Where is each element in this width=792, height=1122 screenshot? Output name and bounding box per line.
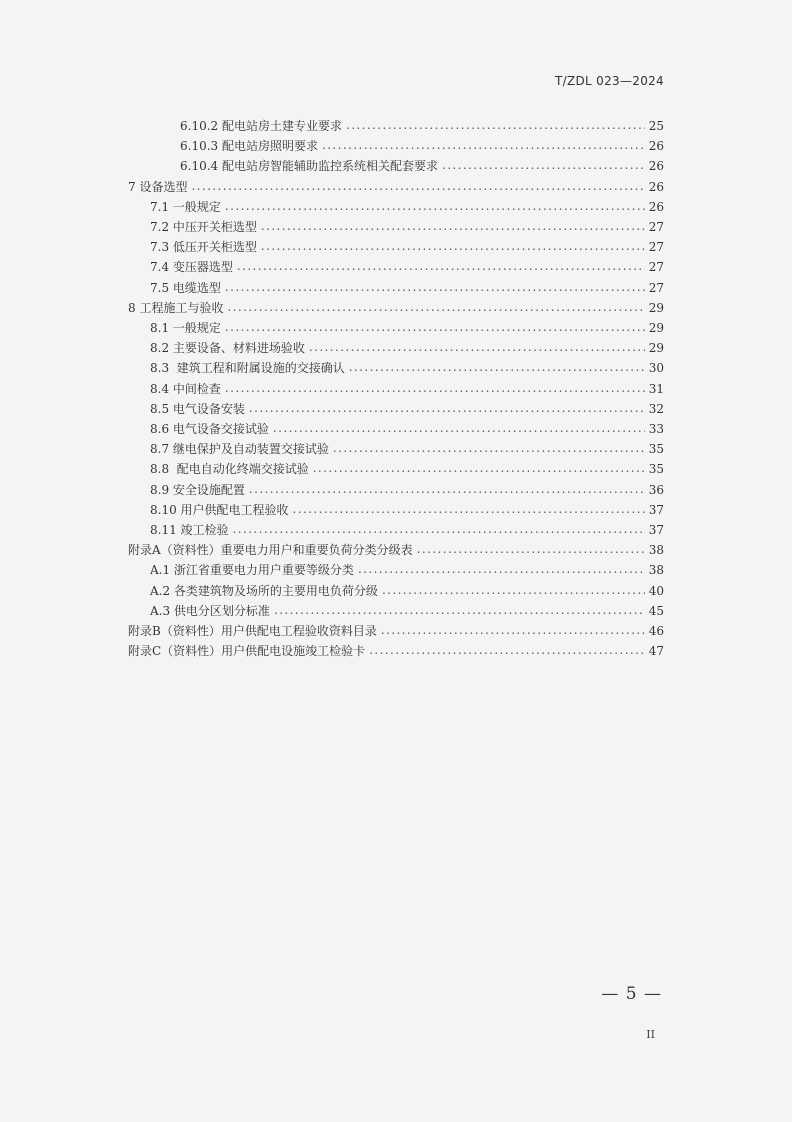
toc-entry[interactable] [150, 215, 664, 235]
toc-leader-dots [309, 339, 645, 355]
toc-entry[interactable] [128, 538, 664, 558]
toc-leader-dots [381, 622, 645, 638]
toc-leader-dots [382, 582, 645, 598]
toc-entry-label: 8.4 中间检查 [150, 381, 221, 396]
toc-leader-dots [233, 521, 645, 537]
toc-entry-page: 27 [648, 220, 664, 234]
toc-leader-dots [333, 440, 645, 456]
toc-entry[interactable] [150, 498, 664, 518]
toc-entry-label: 7.3 低压开关柜选型 [150, 240, 257, 255]
toc-entry[interactable] [180, 134, 664, 154]
toc-leader-dots [358, 561, 645, 577]
toc-leader-dots [225, 198, 645, 214]
toc-entry-label: 8.1 一般规定 [150, 321, 221, 335]
toc-entry-label: 6.10.2 配电站房土建专业要求 [180, 119, 342, 133]
toc-entry-label: 附录C（资料性）用户供配电设施竣工检验卡 [128, 644, 366, 659]
toc-entry-page: 27 [648, 260, 664, 275]
toc-entry-label: 8.7 继电保护及自动装置交接试验 [150, 442, 329, 457]
toc-entry-label: 8.9 安全设施配置 [150, 482, 245, 497]
toc-leader-dots [261, 218, 645, 234]
toc-entry[interactable] [150, 276, 664, 296]
toc-entry-label: 8.8 配电自动化终端交接试验 [150, 462, 309, 477]
toc-leader-dots [261, 238, 645, 254]
toc-entry[interactable] [128, 619, 664, 639]
toc-leader-dots [227, 299, 644, 315]
toc-entry-page: 26 [648, 139, 664, 154]
toc-entry[interactable] [128, 296, 664, 316]
toc-entry[interactable] [150, 457, 664, 477]
toc-entry-label: 6.10.3 配电站房照明要求 [180, 139, 318, 154]
toc-entry[interactable] [150, 599, 664, 619]
toc-leader-dots [225, 279, 645, 295]
toc-entry-page: 45 [648, 603, 664, 618]
roman-page-number: II [646, 1028, 655, 1041]
toc-leader-dots [293, 501, 645, 517]
toc-entry-page: 27 [648, 280, 664, 295]
toc-entry-page: 26 [648, 179, 664, 194]
toc-entry-label: A.2 各类建筑物及场所的主要用电负荷分级 [150, 583, 378, 598]
toc-entry-label: 8 工程施工与验收 [128, 300, 224, 315]
toc-entry-page: 27 [648, 240, 664, 255]
toc-entry-label: 8.6 电气设备交接试验 [150, 422, 269, 436]
toc-entry-page: 26 [648, 199, 664, 214]
toc-entry-page: 35 [648, 442, 664, 457]
toc-entry-page: 36 [648, 482, 664, 497]
toc-entry[interactable] [150, 558, 664, 578]
toc-entry-label: 8.2 主要设备、材料进场验收 [150, 341, 305, 356]
toc-entry-page: 37 [648, 502, 664, 517]
document-code: T/ZDL 023—2024 [555, 74, 664, 88]
toc-entry[interactable] [150, 316, 664, 336]
toc-entry-label: 7 设备选型 [128, 179, 188, 194]
toc-entry[interactable] [150, 478, 664, 498]
toc-entry[interactable] [150, 255, 664, 275]
toc-entry-page: 29 [648, 300, 664, 315]
toc-leader-dots [442, 157, 645, 173]
toc-entry[interactable] [180, 154, 664, 174]
toc-entry[interactable] [150, 397, 664, 417]
toc-entry-label: 7.4 变压器选型 [150, 260, 233, 275]
toc-entry-page: 26 [648, 159, 664, 174]
toc-leader-dots [322, 137, 645, 153]
toc-leader-dots [417, 541, 645, 557]
toc-leader-dots [346, 117, 645, 133]
toc-entry[interactable] [180, 114, 664, 134]
toc-entry[interactable] [150, 195, 664, 215]
toc-entry-label: 7.5 电缆选型 [150, 280, 221, 295]
toc-leader-dots [225, 319, 645, 335]
toc-entry-label: 7.1 一般规定 [150, 199, 221, 214]
toc-leader-dots [349, 359, 645, 375]
toc-entry-label: 附录A（资料性）重要电力用户和重要负荷分类分级表 [128, 543, 413, 558]
toc-entry[interactable] [150, 336, 664, 356]
toc-entry-label: 8.5 电气设备安装 [150, 401, 245, 416]
toc-entry[interactable] [150, 437, 664, 457]
toc-entry[interactable] [150, 356, 664, 376]
page-number: — 5 — [601, 984, 662, 1004]
toc-leader-dots [273, 420, 645, 436]
toc-leader-dots [313, 460, 645, 476]
toc-entry-page: 33 [648, 422, 664, 436]
toc-entry-label: 8.10 用户供配电工程验收 [150, 502, 289, 517]
toc-entry[interactable] [150, 579, 664, 599]
toc-entry[interactable] [150, 235, 664, 255]
toc-entry-label: 6.10.4 配电站房智能辅助监控系统相关配套要求 [180, 159, 438, 174]
toc-leader-dots [249, 400, 645, 416]
toc-entry-label: 附录B（资料性）用户供配电工程验收资料目录 [128, 624, 377, 638]
toc-entry-page: 29 [648, 321, 664, 335]
toc-entry[interactable] [128, 639, 664, 659]
toc-entry-label: 8.11 竣工检验 [150, 523, 229, 537]
toc-entry-page: 38 [648, 543, 664, 558]
toc-entry[interactable] [150, 417, 664, 437]
toc-leader-dots [191, 178, 644, 194]
toc-entry-page: 25 [648, 119, 664, 133]
toc-leader-dots [249, 481, 645, 497]
toc-entry-label: A.1 浙江省重要电力用户重要等级分类 [150, 563, 354, 578]
toc-entry-page: 31 [648, 381, 664, 396]
toc-entry-label: 8.3 建筑工程和附属设施的交接确认 [150, 361, 345, 376]
toc-entry[interactable] [150, 518, 664, 538]
toc-leader-dots [369, 642, 645, 658]
toc-entry[interactable] [150, 377, 664, 397]
toc-leader-dots [225, 380, 645, 396]
toc-entry[interactable] [128, 175, 664, 195]
toc-entry-page: 46 [648, 624, 664, 638]
toc-entry-page: 37 [648, 523, 664, 537]
toc-entry-label: 7.2 中压开关柜选型 [150, 220, 257, 234]
toc-entry-label: A.3 供电分区划分标准 [150, 603, 270, 618]
toc-entry-page: 32 [648, 401, 664, 416]
toc-leader-dots [237, 258, 645, 274]
toc-entry-page: 40 [648, 583, 664, 598]
toc-entry-page: 30 [648, 361, 664, 376]
toc-entry-page: 47 [648, 644, 664, 659]
toc-entry-page: 38 [648, 563, 664, 578]
toc-entry-page: 35 [648, 462, 664, 477]
toc-entry-page: 29 [648, 341, 664, 356]
toc-leader-dots [274, 602, 645, 618]
